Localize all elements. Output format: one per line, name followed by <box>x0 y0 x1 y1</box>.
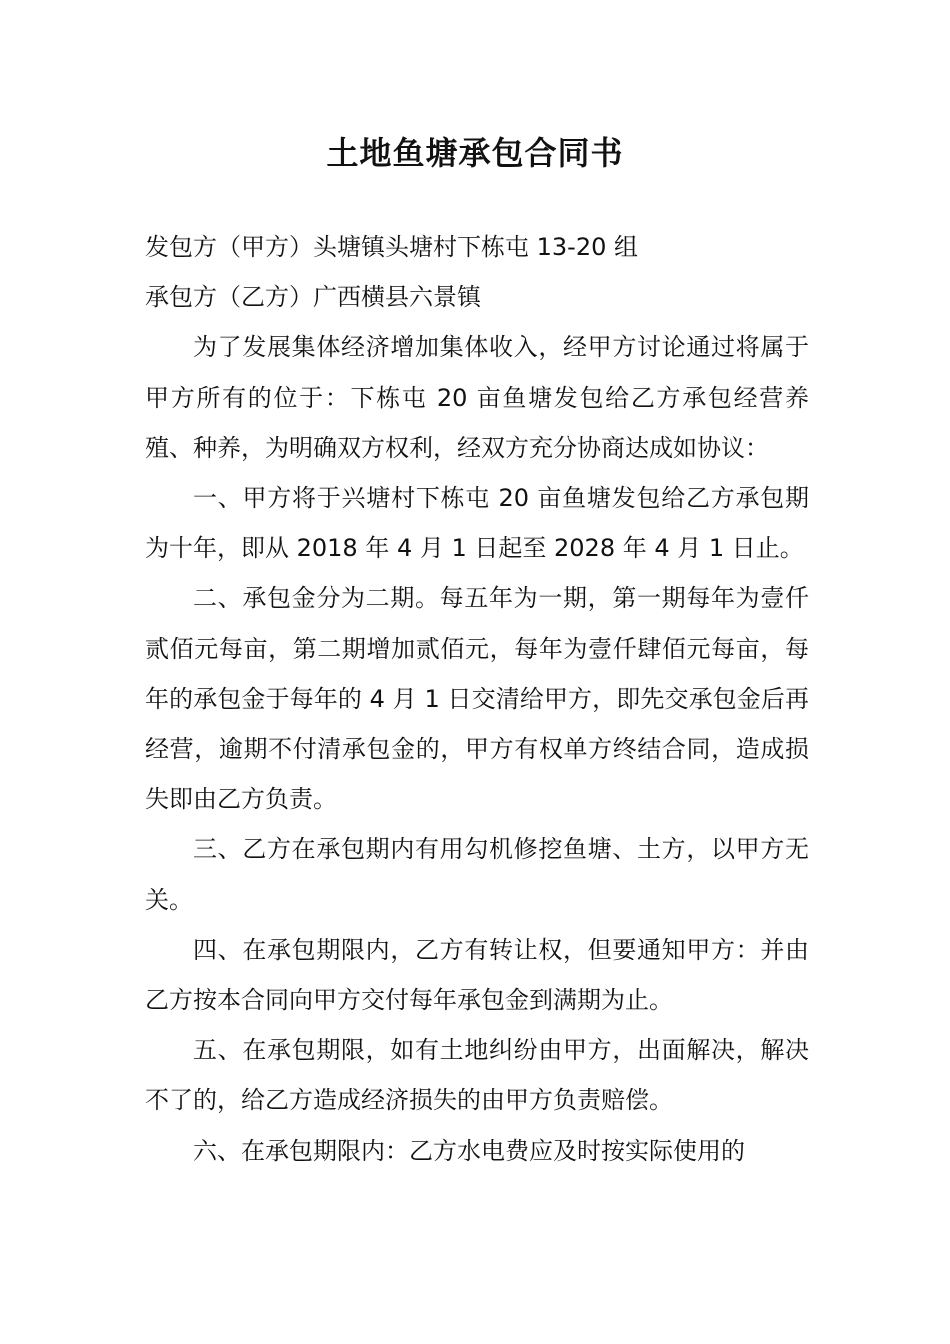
clause-6-paragraph: 六、在承包期限内：乙方水电费应及时按实际使用的 <box>193 1136 745 1165</box>
document-body <box>145 222 809 1176</box>
party-a-line: 发包方（甲方）头塘镇头塘村下栋屯 13-20 组 <box>145 233 638 261</box>
clause-2-paragraph: 二、承包金分为二期。每五年为一期，第一期每年为壹仟贰佰元每亩，第二期增加贰佰元，每年为壹仟肆佰元每亩，每年的承包金于每年的 4 月 1 日交清给甲方，即先交承包金后再经营，逾期不付清承包金的，甲方有权单方终结合同，造成损失即由乙方负责。 <box>145 584 809 814</box>
document-title: 土地鱼塘承包合同书 <box>326 134 624 172</box>
clause-3-paragraph: 三、乙方在承包期内有用勾机修挖鱼塘、土方，以甲方无关。 <box>145 835 809 914</box>
clause-4-paragraph: 四、在承包期限内，乙方有转让权，但要通知甲方：并由乙方按本合同向甲方交付每年承包金到满期为止。 <box>145 935 809 1015</box>
clause-1-paragraph: 一、甲方将于兴塘村下栋屯 20 亩鱼塘发包给乙方承包期为十年，即从 2018 年 4 月 1 日起至 2028 年 4 月 1 日止。 <box>145 484 809 563</box>
clause-5-paragraph: 五、在承包期限，如有土地纠纷由甲方，出面解决，解决不了的，给乙方造成经济损失的由甲方负责赔偿。 <box>145 1036 809 1115</box>
party-b-line: 承包方（乙方）广西横县六景镇 <box>145 283 481 312</box>
preamble-paragraph: 为了发展集体经济增加集体收入，经甲方讨论通过将属于甲方所有的位于：下栋屯 20 亩鱼塘发包给乙方承包经营养殖、种养，为明确双方权利，经双方充分协商达成如协议： <box>145 333 809 462</box>
